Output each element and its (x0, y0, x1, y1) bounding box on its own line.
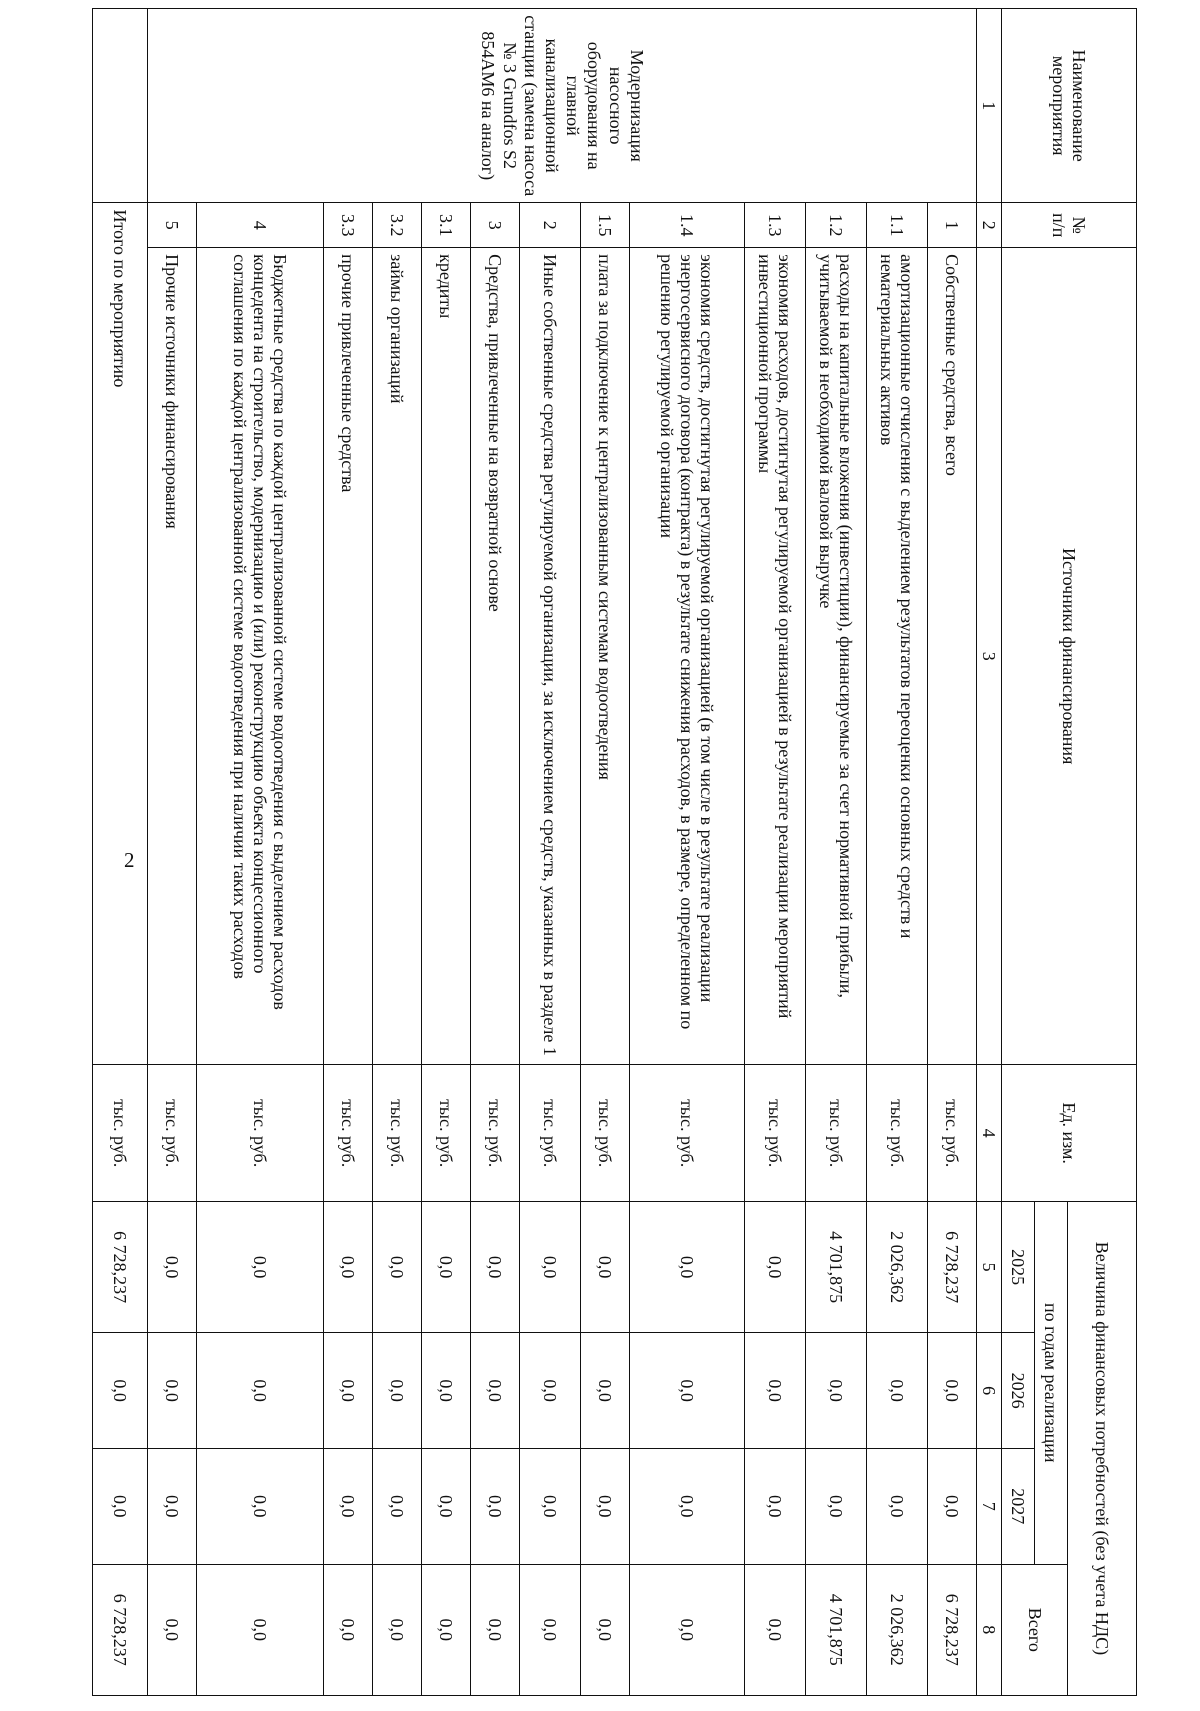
row-number: 1.1 (867, 203, 928, 248)
row-value-2025: 0,0 (630, 1201, 745, 1332)
row-source: Средства, привлеченные на возвратной основе (471, 248, 520, 1065)
row-value-total: 6 728,237 (928, 1564, 977, 1695)
table-row (745, 9, 806, 1696)
table-row (324, 9, 373, 1696)
row-unit: тыс. руб. (745, 1065, 806, 1202)
header-measure-name: Наименование мероприятия (1002, 9, 1137, 203)
row-number: 3.3 (324, 203, 373, 248)
row-number: 3 (471, 203, 520, 248)
row-value-2026: 0,0 (928, 1333, 977, 1449)
row-value-2025: 4 701,875 (806, 1201, 867, 1332)
row-source: Прочие источники финансирования (148, 248, 197, 1065)
row-number: 4 (197, 203, 324, 248)
row-source: экономия расходов, достигнутая регулируемой организацией в результате реализации мероприятий инвестиционной программы (745, 248, 806, 1065)
row-number: 1.2 (806, 203, 867, 248)
row-value-total: 0,0 (520, 1564, 581, 1695)
table-row (471, 9, 520, 1696)
column-number: 4 (977, 1065, 1002, 1202)
column-number: 3 (977, 248, 1002, 1065)
row-unit: тыс. руб. (520, 1065, 581, 1202)
row-source: амортизационные отчисления с выделением результатов переоценки основных средств и нематериальных активов (867, 248, 928, 1065)
financing-table-wrapper (110, 8, 1137, 1696)
row-value-2026: 0,0 (520, 1333, 581, 1449)
measure-name-cell: Модернизация насосного оборудования на главной канализационной станции (замена насоса № 3 Grundfos S2 854AM6 на аналог) (148, 9, 977, 203)
row-value-2026: 0,0 (148, 1333, 197, 1449)
row-source: Иные собственные средства регулируемой организации, за исключением средств, указанных в разделе 1 (520, 248, 581, 1065)
total-row-unit: тыс. руб. (93, 1065, 148, 1202)
row-value-total: 4 701,875 (806, 1564, 867, 1695)
row-value-2027: 0,0 (520, 1448, 581, 1564)
row-source: Собственные средства, всего (928, 248, 977, 1065)
row-value-2026: 0,0 (422, 1333, 471, 1449)
table-row (581, 9, 630, 1696)
column-number: 1 (977, 9, 1002, 203)
row-value-2026: 0,0 (581, 1333, 630, 1449)
row-source: расходы на капитальные вложения (инвестиции), финансируемые за счет нормативной прибыли, учитываемой в необходимой валовой выручке (806, 248, 867, 1065)
row-value-total: 0,0 (148, 1564, 197, 1695)
header-year-2027: 2027 (1002, 1448, 1035, 1564)
row-source: экономия средств, достигнутая регулируемой организацией (в том числе в результате реализации энергосервисного договора (контракта) в результате снижения расходов, в размере, определенном по решению регулируемой организации (630, 248, 745, 1065)
header-number: № п/п (1002, 203, 1137, 248)
row-value-2027: 0,0 (745, 1448, 806, 1564)
row-value-total: 0,0 (581, 1564, 630, 1695)
row-number: 1.5 (581, 203, 630, 248)
row-value-total: 0,0 (471, 1564, 520, 1695)
row-value-2026: 0,0 (373, 1333, 422, 1449)
row-number: 3.1 (422, 203, 471, 248)
row-number: 2 (520, 203, 581, 248)
table-row (928, 9, 977, 1696)
column-number-row (977, 9, 1002, 1696)
row-number: 1 (928, 203, 977, 248)
row-unit: тыс. руб. (197, 1065, 324, 1202)
row-value-total: 0,0 (422, 1564, 471, 1695)
table-row (867, 9, 928, 1696)
row-value-2026: 0,0 (197, 1333, 324, 1449)
row-value-total: 0,0 (197, 1564, 324, 1695)
total-row (93, 9, 148, 1696)
row-value-2027: 0,0 (373, 1448, 422, 1564)
financing-table (92, 8, 1137, 1696)
row-value-2026: 0,0 (471, 1333, 520, 1449)
row-value-total: 0,0 (745, 1564, 806, 1695)
row-value-2025: 0,0 (373, 1201, 422, 1332)
row-value-2027: 0,0 (471, 1448, 520, 1564)
column-number: 2 (977, 203, 1002, 248)
header-sources: Источники финансирования (1002, 248, 1137, 1065)
total-row-value-2026: 0,0 (93, 1333, 148, 1449)
row-source: плата за подключение к централизованным системам водоотведения (581, 248, 630, 1065)
total-row-empty-cell (93, 9, 148, 203)
total-row-value-total: 6 728,237 (93, 1564, 148, 1695)
row-value-2026: 0,0 (324, 1333, 373, 1449)
total-row-label: Итого по мероприятию (93, 203, 148, 1065)
row-unit: тыс. руб. (630, 1065, 745, 1202)
row-unit: тыс. руб. (867, 1065, 928, 1202)
row-value-total: 0,0 (324, 1564, 373, 1695)
column-number: 7 (977, 1448, 1002, 1564)
row-source: займы организаций (373, 248, 422, 1065)
row-unit: тыс. руб. (471, 1065, 520, 1202)
row-value-2026: 0,0 (867, 1333, 928, 1449)
table-row (197, 9, 324, 1696)
row-value-2025: 0,0 (520, 1201, 581, 1332)
row-value-2026: 0,0 (806, 1333, 867, 1449)
row-unit: тыс. руб. (422, 1065, 471, 1202)
row-value-2027: 0,0 (867, 1448, 928, 1564)
row-value-2027: 0,0 (422, 1448, 471, 1564)
row-value-2027: 0,0 (630, 1448, 745, 1564)
column-number: 6 (977, 1333, 1002, 1449)
row-value-total: 0,0 (373, 1564, 422, 1695)
column-number: 8 (977, 1564, 1002, 1695)
total-row-value-2027: 0,0 (93, 1448, 148, 1564)
row-value-2025: 0,0 (581, 1201, 630, 1332)
row-number: 3.2 (373, 203, 422, 248)
row-value-2026: 0,0 (630, 1333, 745, 1449)
header-by-years: по годам реализации (1035, 1201, 1068, 1564)
total-row-value-2025: 6 728,237 (93, 1201, 148, 1332)
row-unit: тыс. руб. (581, 1065, 630, 1202)
row-number: 1.3 (745, 203, 806, 248)
row-value-2026: 0,0 (745, 1333, 806, 1449)
table-row (148, 9, 197, 1696)
row-value-2027: 0,0 (324, 1448, 373, 1564)
row-value-2025: 0,0 (324, 1201, 373, 1332)
row-value-2025: 6 728,237 (928, 1201, 977, 1332)
column-number: 5 (977, 1201, 1002, 1332)
row-value-2027: 0,0 (197, 1448, 324, 1564)
row-value-total: 0,0 (630, 1564, 745, 1695)
row-unit: тыс. руб. (928, 1065, 977, 1202)
header-total: Всего (1002, 1564, 1068, 1695)
row-value-2027: 0,0 (581, 1448, 630, 1564)
row-unit: тыс. руб. (373, 1065, 422, 1202)
header-unit: Ед. изм. (1002, 1065, 1137, 1202)
table-row (630, 9, 745, 1696)
row-value-total: 2 026,362 (867, 1564, 928, 1695)
table-row (806, 9, 867, 1696)
header-financing-need: Величина финансовых потребностей (без учета НДС) (1068, 1201, 1137, 1695)
row-value-2025: 0,0 (197, 1201, 324, 1332)
header-year-2025: 2025 (1002, 1201, 1035, 1332)
row-value-2027: 0,0 (148, 1448, 197, 1564)
row-unit: тыс. руб. (148, 1065, 197, 1202)
row-unit: тыс. руб. (324, 1065, 373, 1202)
row-value-2025: 0,0 (471, 1201, 520, 1332)
header-year-2026: 2026 (1002, 1333, 1035, 1449)
row-number: 1.4 (630, 203, 745, 248)
row-unit: тыс. руб. (806, 1065, 867, 1202)
row-number: 5 (148, 203, 197, 248)
row-value-2025: 0,0 (148, 1201, 197, 1332)
row-value-2025: 0,0 (745, 1201, 806, 1332)
row-value-2025: 0,0 (422, 1201, 471, 1332)
row-value-2027: 0,0 (928, 1448, 977, 1564)
row-value-2025: 2 026,362 (867, 1201, 928, 1332)
row-source: Бюджетные средства по каждой централизованной системе водоотведения с выделением расходов концедента на строительство, модернизацию и (или) реконструкцию объекта концессионного соглашения по каждой централизованной системе водоотведения при наличии таких расходов (197, 248, 324, 1065)
table-row (373, 9, 422, 1696)
table-row (422, 9, 471, 1696)
page-number: 2 (124, 848, 135, 872)
row-source: кредиты (422, 248, 471, 1065)
row-value-2027: 0,0 (806, 1448, 867, 1564)
table-row (520, 9, 581, 1696)
row-source: прочие привлеченные средства (324, 248, 373, 1065)
